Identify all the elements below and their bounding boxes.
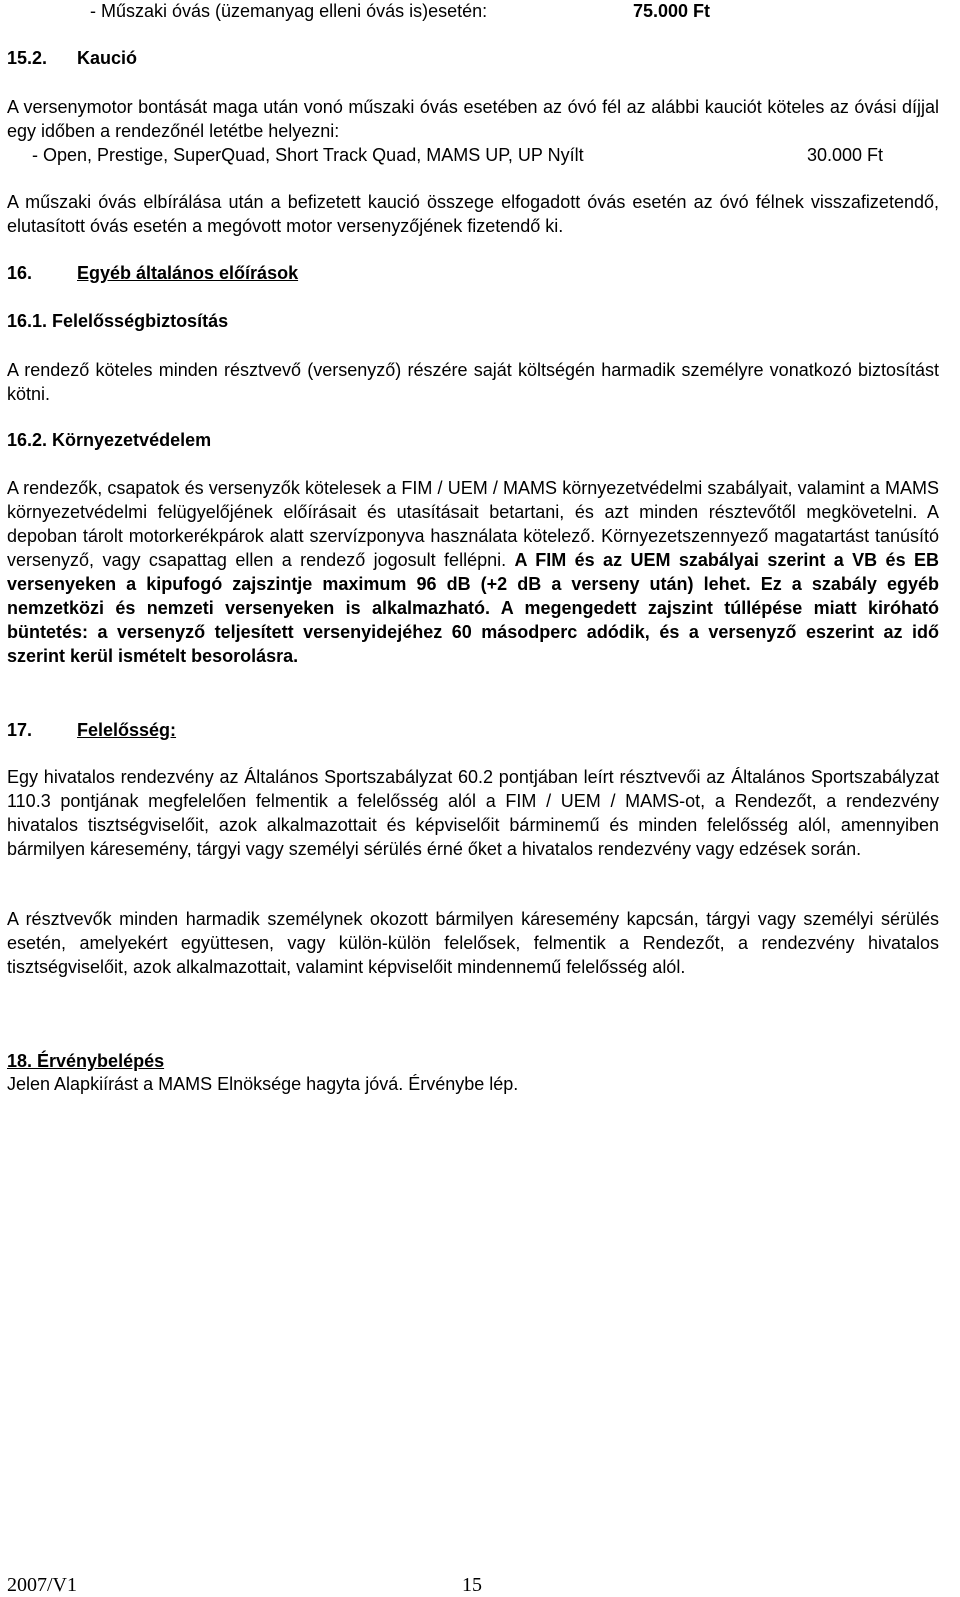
protest-fee-amount: 75.000 Ft xyxy=(633,1,711,21)
protest-fee-label: - Műszaki óvás (üzemanyag elleni óvás is)esetén: xyxy=(90,1,488,21)
deposit-item-amount: 30.000 Ft xyxy=(807,145,884,165)
section-title: Kaució xyxy=(77,48,138,68)
environment-text: A rendezők, csapatok és versenyzők kötelesek a FIM / UEM / MAMS környezetvédelmi szabályait, valamint a MAMS környezetvédelmi felügyelőjének előírásait és utasításait betartani, és azt minden résztevőtől megkövetelni. A depoban tárolt motorkerékpárok alatt szervízponyva használata kötelező. Környezetszennyező magatartást tanúsító versenyző, vagy csapattag ellen a rendező jogosult fellépni. xyxy=(7,478,939,570)
noise-rule-text: A FIM és az UEM szabályai szerint a VB és EB versenyeken a kipufogó zajszintje maximum 96 dB (+2 dB a verseny után) lehet. Ez a szabály egyéb nemzetközi és nemzeti versenyeken is alkalmazható. A megengedett zajszint túllépése miatt kiróható büntetés: a versenyző teljesített versenyidejéhez 60 másodperc adódik, és a versenyző eszerint az idő szerint kerül ismételt besorolásra. xyxy=(7,550,939,666)
subsection-heading: 16.2. Környezetvédelem xyxy=(7,430,212,450)
section-title: Felelősség: xyxy=(77,720,177,740)
section-number: 15.2. xyxy=(7,48,48,68)
section-title: Egyéb általános előírások xyxy=(77,263,299,283)
section-heading: 18. Érvénybelépés xyxy=(7,1051,165,1071)
liability-paragraph-2: A résztvevők minden harmadik személynek okozott bármilyen káresemény kapcsán, tárgyi vagy személyi sérülés esetén, amelyekért együttesen, vagy külön-külön felelősek, felmentik a Rendezőt, a rendezvény hivatalos tisztségviselőit, azok alkalmazottait, valamint képviselőit mindennemű felelősség alól. xyxy=(7,909,939,977)
deposit-item-text: - Open, Prestige, SuperQuad, Short Track Quad, MAMS UP, UP Nyílt xyxy=(32,145,584,165)
deposit-refund-paragraph: A műszaki óvás elbírálása után a befizetett kaució összege elfogadott óvás esetén az óvó félnek visszafizetendő, elutasított óvás esetén a megóvott motor versenyzőjének fizetendő ki. xyxy=(7,192,939,236)
subsection-heading: 16.1. Felelősségbiztosítás xyxy=(7,311,229,331)
section-number: 17. xyxy=(7,720,33,740)
environment-paragraph xyxy=(7,476,939,668)
effective-paragraph: Jelen Alapkiírást a MAMS Elnöksége hagyta jóvá. Érvénybe lép. xyxy=(7,1074,519,1094)
deposit-intro: A versenymotor bontását maga után vonó műszaki óvás esetében az óvó fél az alábbi kauciót köteles az óvási díjjal egy időben a rendezőnél letétbe helyezni: xyxy=(7,97,939,141)
liability-paragraph-1: Egy hivatalos rendezvény az Általános Sportszabályzat 60.2 pontjában leírt résztvevői az Általános Sportszabályzat 110.3 pontjának megfelelően felmentik a felelősség alól a FIM / UEM / MAMS-ot, a Rendezőt, a rendezvény hivatalos tisztségviselőit, azok alkalmazottait és képviselőit bárminemű és minden felelősség alól, amennyiben bármilyen káresemény, tárgyi vagy személyi sérülés érné őket a hivatalos rendezvény vagy edzések során. xyxy=(7,767,939,859)
page-number: 15 xyxy=(462,1574,482,1596)
section-number: 16. xyxy=(7,263,33,283)
insurance-paragraph: A rendező köteles minden résztvevő (versenyző) részére saját költségén harmadik személyre vonatkozó biztosítást kötni. xyxy=(7,360,939,404)
deposit-item-label xyxy=(7,144,584,166)
footer-version: 2007/V1 xyxy=(7,1574,77,1596)
